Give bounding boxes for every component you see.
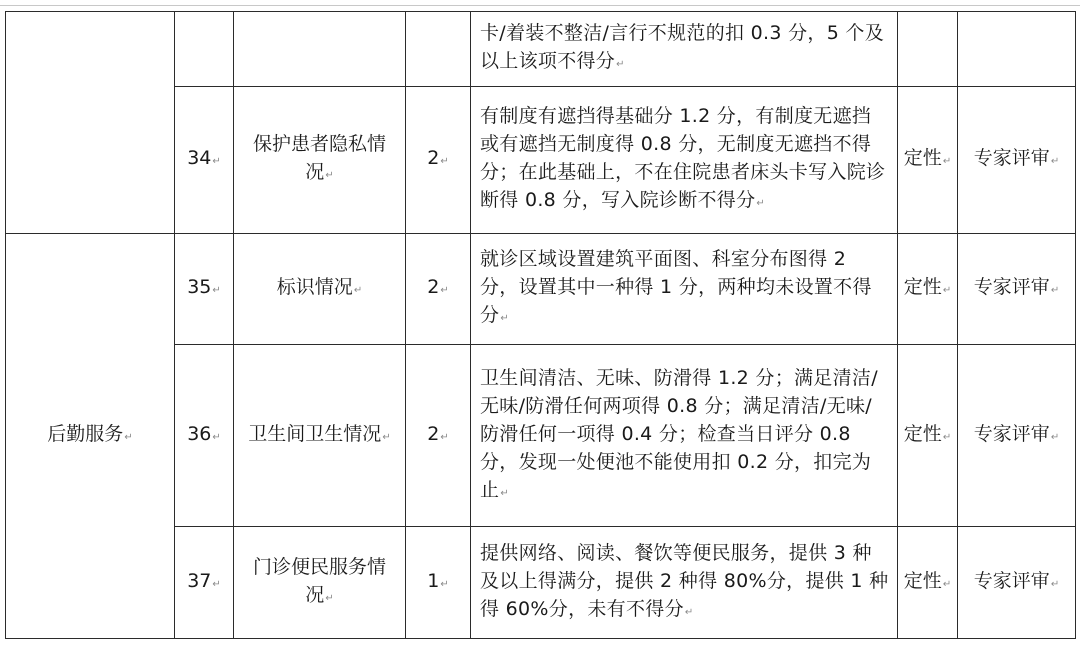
evaluation-method: 专家评审 <box>973 422 1050 445</box>
criteria-text: 卡/着装不整洁/言行不规范的扣 0.3 分，5 个及以上该项不得分 <box>480 22 885 72</box>
score-cell <box>406 12 471 87</box>
paragraph-mark: ↵ <box>500 313 509 324</box>
item-name: 卫生间卫生情况 <box>248 422 382 445</box>
paragraph-mark: ↵ <box>942 431 952 443</box>
item-number-cell <box>175 527 234 639</box>
criteria-cell <box>471 12 898 87</box>
category-label: 后勤服务 <box>47 423 124 445</box>
paragraph-mark: ↵ <box>1050 285 1060 296</box>
paragraph-mark: ↵ <box>325 592 334 604</box>
evaluation-table <box>5 11 1076 639</box>
criteria-cell <box>471 234 898 345</box>
paragraph-mark: ↵ <box>353 285 363 296</box>
item-name: 门诊便民服务情况 <box>252 555 386 606</box>
score-cell <box>406 234 471 345</box>
type-cell <box>898 527 958 639</box>
paragraph-mark: ↵ <box>616 59 625 70</box>
paragraph-mark: ↵ <box>440 431 449 443</box>
item-number: 36 <box>187 422 212 445</box>
paragraph-mark: ↵ <box>1050 431 1060 443</box>
item-number: 37 <box>187 569 212 592</box>
score-cell <box>406 345 471 527</box>
item-number: 34 <box>187 147 212 169</box>
item-name-cell <box>234 345 406 527</box>
type-cell <box>898 12 958 87</box>
paragraph-mark: ↵ <box>212 285 221 296</box>
criteria-text: 有制度有遮挡得基础分 1.2 分，有制度无遮挡或有遮挡无制度得 0.8 分，无制度无遮挡不得分；在此基础上，不在住院患者床头卡写入院诊断得 0.8 分，写入院诊断不得分 <box>480 105 886 211</box>
score-value: 2 <box>427 422 440 445</box>
paragraph-mark: ↵ <box>1050 156 1060 167</box>
score-value: 2 <box>427 276 440 298</box>
criteria-text: 就诊区域设置建筑平面图、科室分布图得 2 分，设置其中一种得 1 分，两种均未设置不得分 <box>480 248 872 326</box>
paragraph-mark: ↵ <box>684 606 694 618</box>
method-cell <box>958 527 1076 639</box>
type-cell <box>898 234 958 345</box>
evaluation-method: 专家评审 <box>973 569 1050 592</box>
table-row <box>6 234 1076 345</box>
evaluation-type: 定性 <box>903 569 942 592</box>
score-value: 1 <box>427 569 440 592</box>
paragraph-mark: ↵ <box>440 285 449 296</box>
paragraph-mark: ↵ <box>212 156 221 167</box>
evaluation-type: 定性 <box>903 422 942 445</box>
item-name-cell <box>234 234 406 345</box>
paragraph-mark: ↵ <box>212 578 221 590</box>
item-name-cell <box>234 527 406 639</box>
criteria-cell <box>471 527 898 639</box>
item-number: 35 <box>187 276 212 298</box>
method-cell <box>958 345 1076 527</box>
paragraph-mark: ↵ <box>440 156 449 167</box>
criteria-cell <box>471 87 898 234</box>
paragraph-mark: ↵ <box>325 170 334 181</box>
evaluation-method: 专家评审 <box>973 147 1050 169</box>
table-row <box>6 12 1076 87</box>
paragraph-mark: ↵ <box>942 578 952 590</box>
paragraph-mark: ↵ <box>382 431 391 443</box>
criteria-text: 卫生间清洁、无味、防滑得 1.2 分；满足清洁/无味/防滑任何两项得 0.8 分；满足清洁/无味/防滑任何一项得 0.4 分；检查当日评分 0.8 分，发现一处便池不能使用扣 0.2 分，扣完为止 <box>480 366 878 501</box>
criteria-cell <box>471 345 898 527</box>
paragraph-mark: ↵ <box>942 156 952 167</box>
score-cell <box>406 87 471 234</box>
criteria-text: 提供网络、阅读、餐饮等便民服务，提供 3 种及以上得满分，提供 2 种得 80%分，提供 1 种得 60%分，未有不得分 <box>480 541 889 620</box>
page-top-border <box>0 5 1080 6</box>
paragraph-mark: ↵ <box>500 487 509 499</box>
method-cell <box>958 87 1076 234</box>
item-number-cell <box>175 234 234 345</box>
method-cell <box>958 234 1076 345</box>
method-cell <box>958 12 1076 87</box>
evaluation-method: 专家评审 <box>973 276 1050 298</box>
score-value: 2 <box>427 147 440 169</box>
item-number-cell <box>175 12 234 87</box>
item-number-cell <box>175 87 234 234</box>
evaluation-type: 定性 <box>903 147 942 169</box>
score-cell <box>406 527 471 639</box>
paragraph-mark: ↵ <box>212 431 221 443</box>
type-cell <box>898 87 958 234</box>
paragraph-mark: ↵ <box>440 578 449 590</box>
item-name-cell <box>234 87 406 234</box>
item-number-cell <box>175 345 234 527</box>
item-name: 标识情况 <box>276 276 353 298</box>
paragraph-mark: ↵ <box>124 432 133 443</box>
item-name: 保护患者隐私情况 <box>252 133 386 183</box>
paragraph-mark: ↵ <box>1050 578 1060 590</box>
category-cell <box>6 12 175 234</box>
paragraph-mark: ↵ <box>942 285 952 296</box>
paragraph-mark: ↵ <box>756 198 766 209</box>
type-cell <box>898 345 958 527</box>
category-cell <box>6 234 175 639</box>
evaluation-type: 定性 <box>903 276 942 298</box>
item-name-cell <box>234 12 406 87</box>
